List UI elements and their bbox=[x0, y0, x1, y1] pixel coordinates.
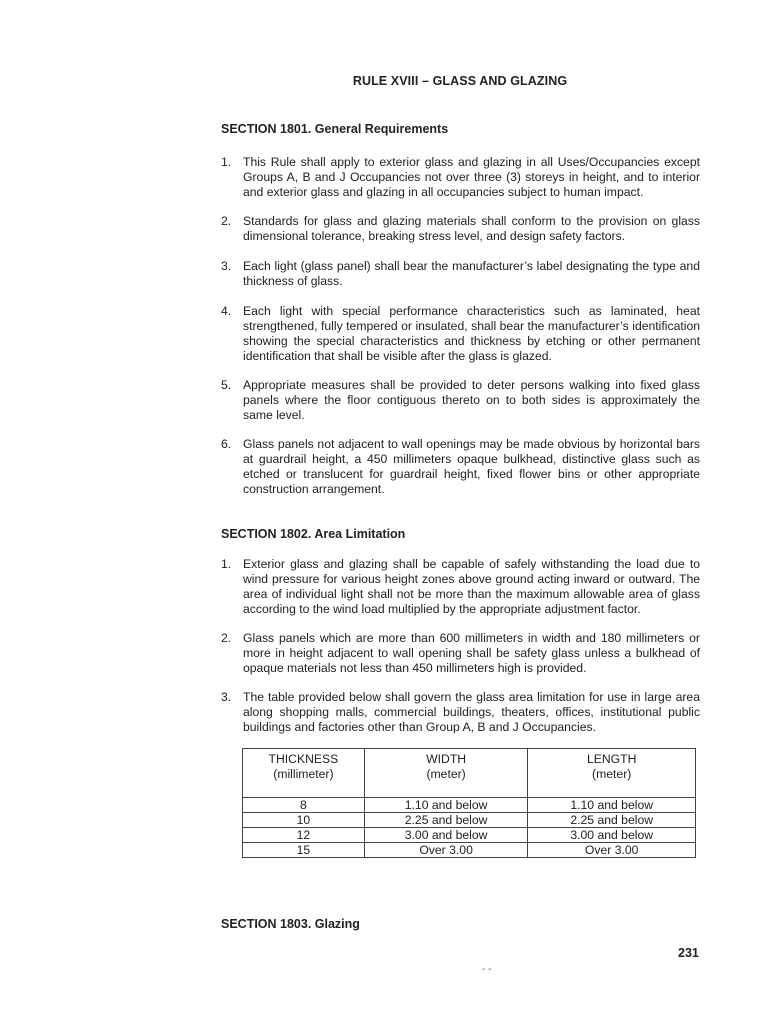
section-1802-heading: SECTION 1802. Area Limitation bbox=[221, 527, 406, 541]
list-item bbox=[221, 259, 700, 289]
list-item bbox=[221, 304, 700, 364]
item-text: Standards for glass and glazing materials shall conform to the provision on glass dimensional tolerance, breaking stress level, and design safety factors. bbox=[243, 214, 700, 243]
item-number: 3. bbox=[221, 259, 232, 273]
table-cell: Over 3.00 bbox=[528, 843, 696, 858]
table-cell: 2.25 and below bbox=[364, 813, 528, 828]
header-width bbox=[364, 749, 528, 798]
table-cell: 10 bbox=[243, 813, 365, 828]
header-length bbox=[528, 749, 696, 798]
header-thickness bbox=[243, 749, 365, 798]
table-cell: 1.10 and below bbox=[364, 798, 528, 813]
table-cell: 12 bbox=[243, 828, 365, 843]
list-item bbox=[221, 557, 700, 617]
table-cell: 1.10 and below bbox=[528, 798, 696, 813]
header-unit: (millimeter) bbox=[273, 767, 334, 781]
section-1803-heading: SECTION 1803. Glazing bbox=[221, 917, 360, 931]
item-number: 6. bbox=[221, 437, 232, 451]
header-label: LENGTH bbox=[586, 752, 637, 766]
item-number: 3. bbox=[221, 690, 232, 704]
table-cell: 8 bbox=[243, 798, 365, 813]
table-cell: Over 3.00 bbox=[364, 843, 528, 858]
item-text: Appropriate measures shall be provided to deter persons walking into fixed glass panels where the floor contiguous thereto on to both sides is approximately the same level. bbox=[243, 378, 700, 422]
item-number: 1. bbox=[221, 155, 232, 169]
section-1801-heading: SECTION 1801. General Requirements bbox=[221, 122, 449, 136]
item-number: 2. bbox=[221, 631, 232, 645]
table-row bbox=[243, 843, 696, 858]
item-text: Each light (glass panel) shall bear the manufacturer’s label designating the type and thickness of glass. bbox=[243, 259, 700, 288]
item-text: Glass panels which are more than 600 millimeters in width and 180 millimeters or more in height adjacent to wall opening shall be safety glass unless a bulkhead of opaque materials not less than 450 millimeters high is provided. bbox=[243, 631, 700, 675]
table-row bbox=[243, 828, 696, 843]
list-item bbox=[221, 214, 700, 244]
rule-title: RULE XVIII – GLASS AND GLAZING bbox=[352, 74, 568, 88]
header-label: THICKNESS bbox=[268, 752, 339, 766]
footer-mark: - - bbox=[482, 964, 492, 975]
header-unit: (meter) bbox=[592, 767, 632, 781]
item-number: 4. bbox=[221, 304, 232, 318]
list-item bbox=[221, 437, 700, 497]
glass-area-table bbox=[242, 748, 696, 858]
table-row bbox=[243, 813, 696, 828]
list-item bbox=[221, 155, 700, 200]
table-cell: 3.00 and below bbox=[528, 828, 696, 843]
table-header-row bbox=[243, 749, 696, 798]
list-item bbox=[221, 690, 700, 735]
table-cell: 3.00 and below bbox=[364, 828, 528, 843]
table-cell: 2.25 and below bbox=[528, 813, 696, 828]
header-label: WIDTH bbox=[426, 752, 467, 766]
item-text: Glass panels not adjacent to wall openings may be made obvious by horizontal bars at guardrail height, a 450 millimeters opaque bulkhead, distinctive glass such as etched or translucent for guardrail height, fixed flower bins or other appropriate construction arrangement. bbox=[243, 437, 700, 496]
item-text: The table provided below shall govern the glass area limitation for use in large area along shopping malls, commercial buildings, theaters, offices, institutional public buildings and factories other than Group A, B and J Occupancies. bbox=[243, 690, 700, 734]
list-item bbox=[221, 378, 700, 423]
list-item bbox=[221, 631, 700, 676]
header-unit: (meter) bbox=[426, 767, 466, 781]
item-text: Exterior glass and glazing shall be capable of safely withstanding the load due to wind pressure for various height zones above ground acting inward or outward. The area of individual light shall not be more than the maximum allowable area of glass according to the wind load multiplied by the appropriate adjustment factor. bbox=[243, 557, 700, 616]
item-text: Each light with special performance characteristics such as laminated, heat strengthened, fully tempered or insulated, shall bear the manufacturer’s identification showing the special characteristics and thickness by etching or other permanent identification that shall be visible after the glass is glazed. bbox=[243, 304, 700, 363]
item-number: 1. bbox=[221, 557, 232, 571]
item-number: 5. bbox=[221, 378, 232, 392]
table-cell: 15 bbox=[243, 843, 365, 858]
item-number: 2. bbox=[221, 214, 232, 228]
item-text: This Rule shall apply to exterior glass and glazing in all Uses/Occupancies except Groups A, B and J Occupancies not over three (3) storeys in height, and to interior and exterior glass and glazing in all occupancies subject to human impact. bbox=[243, 155, 700, 199]
table-row bbox=[243, 798, 696, 813]
page-number: 231 bbox=[678, 946, 699, 960]
